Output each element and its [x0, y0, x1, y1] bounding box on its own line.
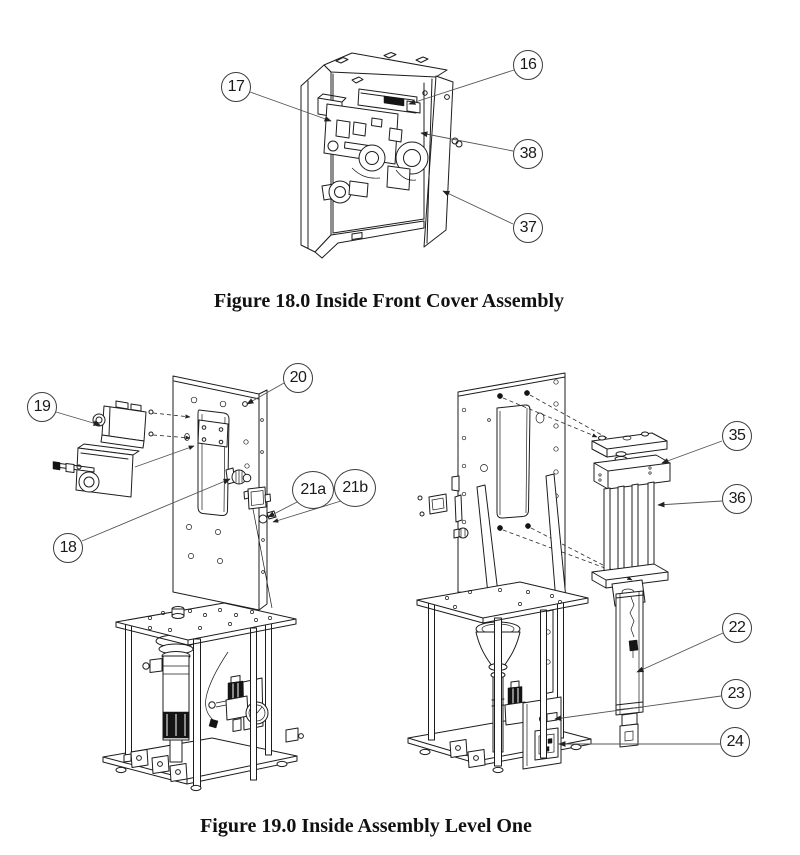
- callout-22-label: 22: [728, 619, 746, 636]
- callout-21b: [334, 469, 376, 507]
- callout-19: [27, 392, 57, 422]
- callout-17: [221, 72, 251, 102]
- callout-23-label: 23: [727, 685, 745, 702]
- callout-24-label: 24: [726, 733, 744, 750]
- callout-16-label: 16: [519, 56, 537, 73]
- callout-20-label: 20: [289, 369, 307, 386]
- callout-21a: [292, 471, 334, 509]
- right-assembly-drawing: [408, 373, 670, 773]
- callout-38-label: 38: [519, 145, 537, 162]
- front-cover-drawing: [301, 53, 462, 259]
- callout-21a-label: 21a: [300, 481, 326, 498]
- callout-38: [513, 139, 543, 169]
- callout-20: [283, 363, 313, 393]
- callout-16: [513, 50, 543, 80]
- callout-36: [722, 484, 752, 514]
- figure-19-caption: Figure 19.0 Inside Assembly Level One: [200, 815, 532, 837]
- callout-24: [720, 727, 750, 757]
- callout-37-label: 37: [519, 219, 537, 236]
- callout-18-label: 18: [59, 539, 77, 556]
- callout-23: [721, 679, 751, 709]
- callout-37: [513, 213, 543, 243]
- left-assembly-drawing: [53, 376, 303, 791]
- callout-19-label: 19: [33, 398, 51, 415]
- callout-17-label: 17: [227, 78, 245, 95]
- callout-35: [722, 421, 752, 451]
- callout-18: [53, 533, 83, 563]
- callout-21b-label: 21b: [342, 479, 368, 496]
- callout-35-label: 35: [728, 427, 746, 444]
- callout-22: [722, 613, 752, 643]
- figure-18-caption: Figure 18.0 Inside Front Cover Assembly: [213, 290, 564, 312]
- callout-36-label: 36: [728, 490, 746, 507]
